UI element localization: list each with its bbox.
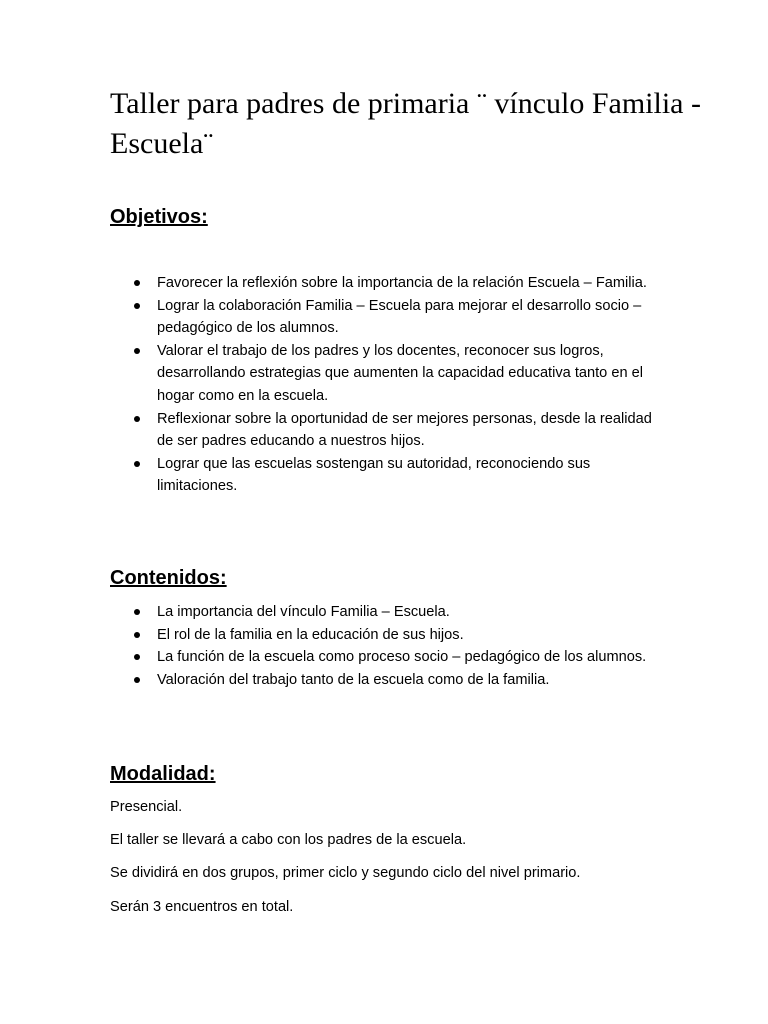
objetivos-heading: Objetivos: xyxy=(110,206,208,228)
bullet-icon xyxy=(134,348,140,354)
list-item-text: El rol de la familia en la educación de sus hijos. xyxy=(157,626,464,643)
contenidos-list xyxy=(110,601,670,691)
list-item-text: Valoración del trabajo tanto de la escuela como de la familia. xyxy=(157,671,550,688)
list-item xyxy=(110,295,670,340)
bullet-icon xyxy=(134,609,140,615)
list-item-text: Lograr que las escuelas sostengan su autoridad, reconociendo sus limitaciones. xyxy=(157,455,591,495)
modalidad-paragraph: Presencial. xyxy=(110,799,183,815)
contenidos-heading: Contenidos: xyxy=(110,567,227,589)
bullet-icon xyxy=(134,632,140,638)
modalidad-heading: Modalidad: xyxy=(110,763,216,785)
list-item xyxy=(110,408,670,453)
modalidad-paragraph: Serán 3 encuentros en total. xyxy=(110,899,294,915)
list-item xyxy=(110,646,670,669)
objetivos-list xyxy=(110,272,670,498)
list-item-text: Valorar el trabajo de los padres y los docentes, reconocer sus logros, desarrollando estrategias que aumenten la capacidad educativa tanto en el hogar como en la escuela. xyxy=(157,342,643,404)
bullet-icon xyxy=(134,303,140,309)
bullet-icon xyxy=(134,654,140,660)
modalidad-paragraph: El taller se llevará a cabo con los padres de la escuela. xyxy=(110,832,467,848)
list-item-text: Favorecer la reflexión sobre la importancia de la relación Escuela – Familia. xyxy=(157,275,647,291)
bullet-icon xyxy=(134,677,140,683)
list-item xyxy=(110,624,670,647)
list-item-text: La función de la escuela como proceso socio – pedagógico de los alumnos. xyxy=(157,649,647,666)
list-item xyxy=(110,601,670,624)
list-item xyxy=(110,340,670,408)
list-item xyxy=(110,669,670,692)
document-title: Taller para padres de primaria ¨ vínculo Familia - Escuela¨ xyxy=(110,87,701,160)
list-item xyxy=(110,272,670,295)
list-item-text: Lograr la colaboración Familia – Escuela para mejorar el desarrollo socio – pedagógico de los alumnos. xyxy=(157,297,642,337)
list-item xyxy=(110,453,670,498)
bullet-icon xyxy=(134,280,140,286)
bullet-icon xyxy=(134,461,140,467)
list-item-text: La importancia del vínculo Familia – Escuela. xyxy=(157,604,450,620)
bullet-icon xyxy=(134,416,140,422)
modalidad-paragraph: Se dividirá en dos grupos, primer ciclo y segundo ciclo del nivel primario. xyxy=(110,865,581,881)
list-item-text: Reflexionar sobre la oportunidad de ser mejores personas, desde la realidad de ser padres educando a nuestros hijos. xyxy=(157,410,652,450)
